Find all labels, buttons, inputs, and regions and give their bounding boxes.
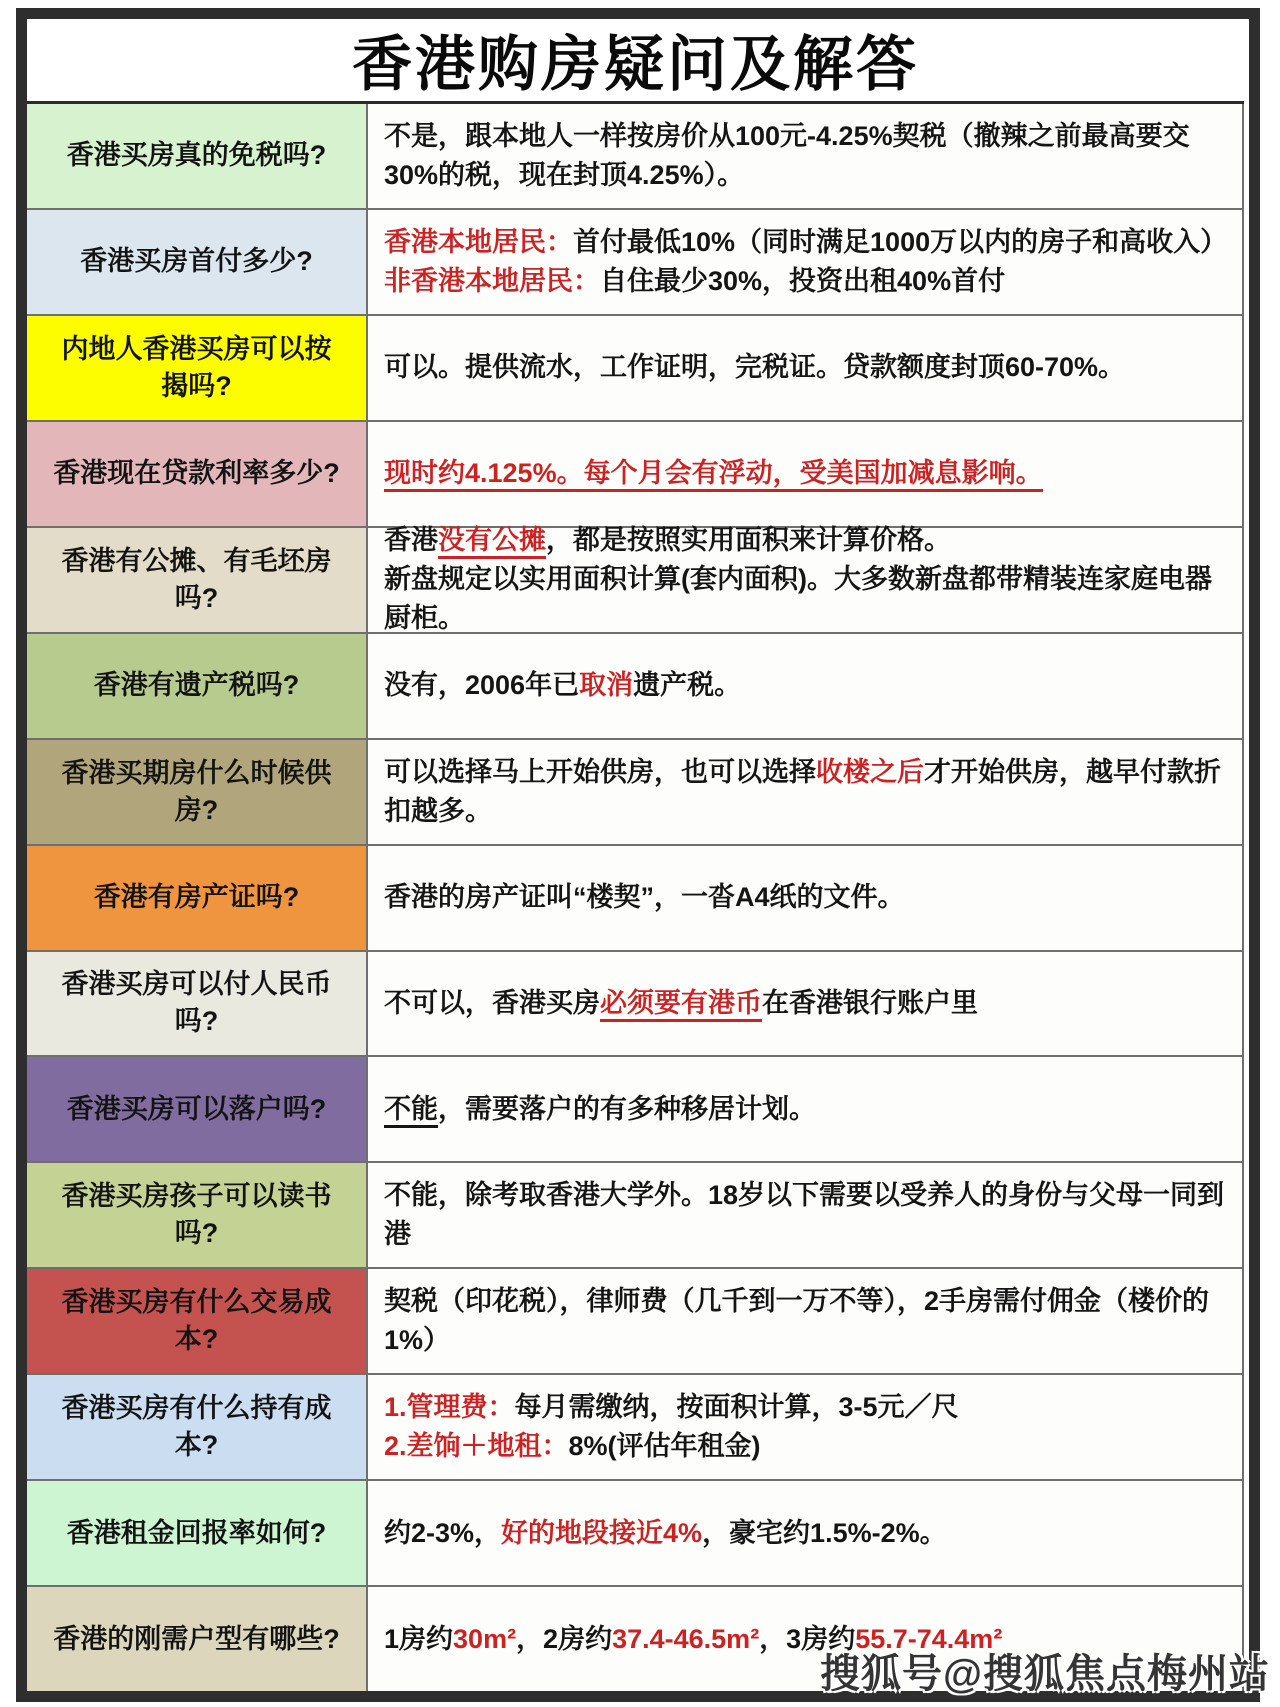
answer-line [384,666,1232,705]
answer-cell [368,740,1242,844]
answer-cell [368,104,1242,208]
answer-text: 契税（印花税），律师费（几千到一万不等），2手房需付佣金（楼价的1%） [384,1286,1210,1356]
answer-highlight: 30m² [453,1623,517,1654]
answer-text: 约2-3%， [384,1517,502,1548]
question-cell: 香港有房产证吗? [27,846,368,950]
answer-line [384,1282,1232,1360]
answer-highlight: 没有公摊 [438,525,546,559]
question-cell: 香港买房有什么交易成本? [27,1269,368,1373]
answer-line [384,223,1232,262]
answer-line [384,117,1232,195]
qa-row [27,1267,1244,1373]
answer-highlight: 2.差饷＋地租： [384,1431,569,1462]
qa-row [27,208,1244,314]
answer-line [384,560,1232,638]
qa-row [27,632,1244,738]
qa-table-body [27,104,1244,1691]
answer-text: 首付最低10%（同时满足1000万以内的房子和高收入） [573,226,1228,257]
answer-highlight: 收楼之后 [816,756,924,787]
answer-cell [368,422,1242,526]
page-title: 香港购房疑问及解答 [27,19,1244,104]
answer-cell [368,634,1242,738]
qa-row [27,1055,1244,1161]
answer-text: 不可以，香港买房 [384,987,600,1018]
answer-text: ，需要落户的有多种移居计划。 [438,1093,816,1124]
answer-line [384,1090,1232,1129]
answer-text: 遗产税。 [633,670,742,701]
answer-highlight: 1.管理费： [384,1392,515,1423]
answer-highlight: 37.4-46.5m² [612,1623,760,1654]
question-cell: 香港买房真的免税吗? [27,104,368,208]
question-cell: 内地人香港买房可以按揭吗? [27,316,368,420]
answer-line [384,521,1232,560]
question-cell: 香港买房有什么持有成本? [27,1375,368,1479]
question-cell: 香港买房孩子可以读书吗? [27,1163,368,1267]
answer-line [384,984,1232,1023]
answer-cell [368,1375,1242,1479]
answer-text: 8%(评估年租金) [568,1431,761,1462]
qa-row [27,738,1244,844]
answer-text: ，2房约 [516,1623,613,1654]
answer-line [384,454,1232,493]
answer-text: 新盘规定以实用面积计算(套内面积)。大多数新盘都带精装连家庭电器厨柜。 [384,564,1212,634]
answer-text: 才开始供房，越早付款折扣越多。 [384,756,1221,826]
answer-cell [368,210,1242,314]
qa-row [27,1373,1244,1479]
qa-row [27,844,1244,950]
question-cell: 香港现在贷款利率多少? [27,422,368,526]
qa-row [27,1161,1244,1267]
answer-highlight: 非香港本地居民： [384,265,600,296]
answer-text: 1房约 [384,1623,454,1654]
answer-cell [368,316,1242,420]
answer-cell [368,1163,1242,1267]
answer-line [384,1388,1232,1427]
question-cell: 香港租金回报率如何? [27,1481,368,1585]
answer-cell [368,1057,1242,1161]
question-cell: 香港的刚需户型有哪些? [27,1587,368,1691]
answer-text: 没有，2006年已 [384,670,580,701]
answer-line [384,753,1232,831]
answer-cell [368,952,1242,1056]
answer-text: 每月需缴纳，按面积计算，3-5元／尺 [514,1392,959,1423]
answer-cell [368,1481,1242,1585]
answer-text: 香港 [384,525,438,556]
question-cell: 香港买期房什么时候供房? [27,740,368,844]
answer-text: 可以选择马上开始供房，也可以选择 [384,756,816,787]
answer-highlight: 55.7-74.4m² [855,1623,1003,1654]
question-cell: 香港买房可以付人民币吗? [27,952,368,1056]
qa-row [27,104,1244,208]
answer-highlight: 取消 [579,670,634,701]
answer-text: 不能，除考取香港大学外。18岁以下需要以受养人的身份与父母一同到港 [384,1180,1225,1250]
answer-text: 在香港银行账户里 [762,987,978,1018]
table-frame [16,8,1260,1702]
answer-line [384,1427,1232,1466]
answer-line [384,1176,1232,1254]
watermark: 搜狐号@搜狐焦点梅州站 [819,1652,1270,1696]
question-cell: 香港有遗产税吗? [27,634,368,738]
answer-highlight: 现时约4.125%。每个月会有浮动，受美国加减息影响。 [384,458,1043,492]
qa-row [27,314,1244,420]
answer-line [384,348,1232,387]
qa-row [27,1479,1244,1585]
question-cell: 香港有公摊、有毛坯房吗? [27,528,368,632]
question-cell: 香港买房可以落户吗? [27,1057,368,1161]
answer-text: 香港的房产证叫“楼契”，一沓A4纸的文件。 [384,882,905,913]
answer-text: ，都是按照实用面积来计算价格。 [546,525,951,556]
answer-text: 自住最少30%，投资出租40%首付 [600,265,1006,296]
answer-cell [368,525,1242,634]
answer-text: 不是，跟本地人一样按房价从100元-4.25%契税（撤辣之前最高要交30%的税，现在封顶4.25%）。 [384,120,1190,190]
qa-row [27,526,1244,632]
answer-cell [368,1269,1242,1373]
answer-highlight: 不能 [384,1094,438,1128]
answer-text: ，豪宅约1.5%-2%。 [702,1517,947,1548]
answer-highlight: 好的地段接近4% [501,1517,703,1548]
question-cell: 香港买房首付多少? [27,210,368,314]
answer-text: 可以。提供流水，工作证明，完税证。贷款额度封顶60-70%。 [384,352,1126,383]
answer-line [384,262,1232,301]
qa-row [27,420,1244,526]
answer-text: ，3房约 [759,1623,856,1654]
answer-highlight: 必须要有港币 [600,988,762,1022]
answer-line [384,878,1232,917]
answer-cell [368,846,1242,950]
answer-line [384,1514,1232,1553]
qa-table [27,19,1249,1691]
answer-highlight: 香港本地居民： [384,226,573,257]
qa-row [27,950,1244,1056]
